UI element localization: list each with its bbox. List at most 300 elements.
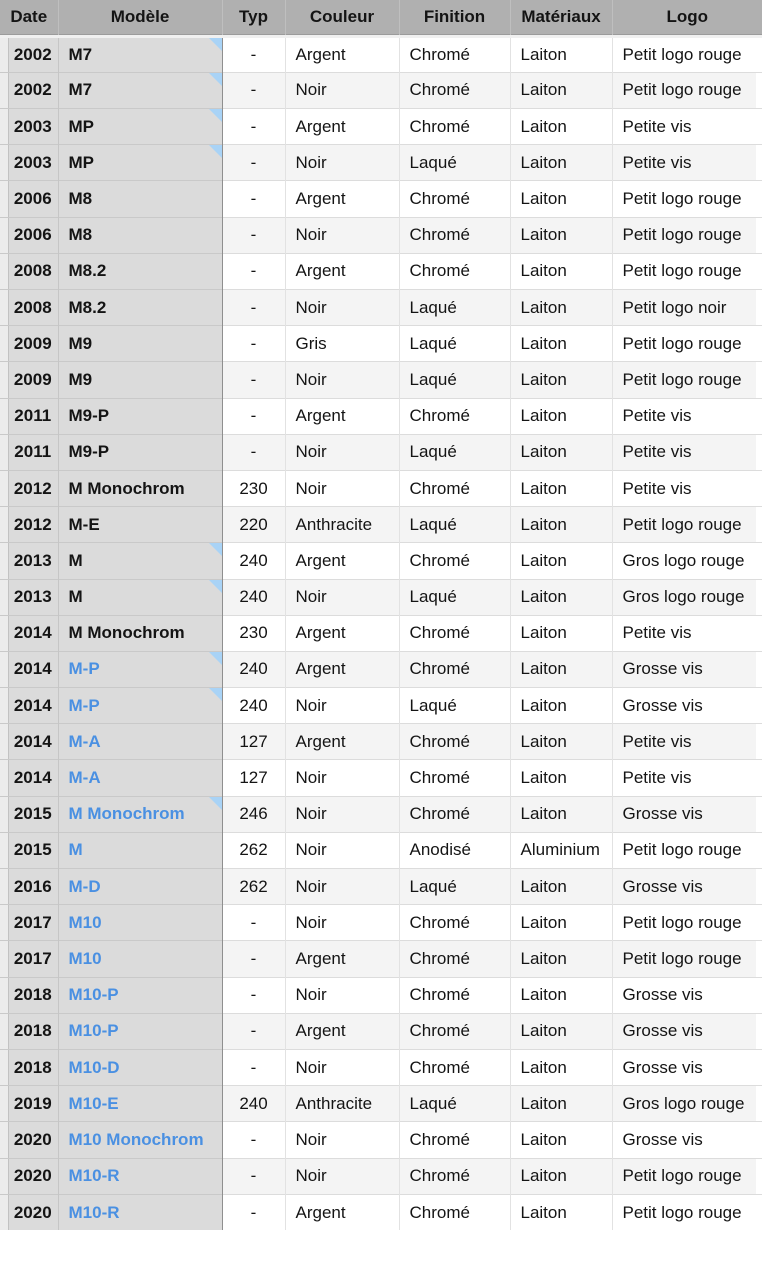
cell-finition: Laqué xyxy=(399,1086,510,1122)
cell-model xyxy=(58,543,222,579)
cell-date: 2015 xyxy=(0,796,58,832)
table-row xyxy=(0,253,762,289)
cell-model xyxy=(58,869,222,905)
cell-date: 2011 xyxy=(0,434,58,470)
column-header-logo: Logo xyxy=(612,0,762,36)
cell-couleur: Noir xyxy=(285,832,399,868)
cell-typ: - xyxy=(222,434,285,470)
table-row xyxy=(0,543,762,579)
cell-couleur: Noir xyxy=(285,470,399,506)
cell-finition: Chromé xyxy=(399,398,510,434)
cell-materiaux: Laiton xyxy=(510,905,612,941)
cell-typ: 127 xyxy=(222,760,285,796)
model-link[interactable]: M10 Monochrom xyxy=(68,1129,204,1149)
cell-typ: - xyxy=(222,1194,285,1230)
cell-logo: Grosse vis xyxy=(612,1049,762,1085)
cell-couleur: Anthracite xyxy=(285,1086,399,1122)
cell-logo: Petit logo rouge xyxy=(612,905,762,941)
cell-typ: - xyxy=(222,181,285,217)
cell-typ: 240 xyxy=(222,651,285,687)
table-row xyxy=(0,1122,762,1158)
cell-model xyxy=(58,362,222,398)
cell-logo: Gros logo rouge xyxy=(612,579,762,615)
cell-couleur: Argent xyxy=(285,543,399,579)
table-row xyxy=(0,398,762,434)
cell-logo: Grosse vis xyxy=(612,651,762,687)
cell-logo: Petite vis xyxy=(612,470,762,506)
table-row xyxy=(0,217,762,253)
cell-couleur: Noir xyxy=(285,1122,399,1158)
table-row xyxy=(0,1013,762,1049)
cell-logo: Petit logo rouge xyxy=(612,832,762,868)
cell-model xyxy=(58,941,222,977)
cell-couleur: Noir xyxy=(285,1049,399,1085)
cell-typ: - xyxy=(222,1122,285,1158)
table-row xyxy=(0,688,762,724)
cell-finition: Chromé xyxy=(399,977,510,1013)
table-row xyxy=(0,36,762,72)
model-link[interactable]: M-D xyxy=(68,876,101,896)
cell-date: 2008 xyxy=(0,253,58,289)
cell-couleur: Noir xyxy=(285,579,399,615)
cell-model xyxy=(58,724,222,760)
model-text: M7 xyxy=(68,80,93,100)
note-corner-icon[interactable] xyxy=(209,688,222,701)
table-row xyxy=(0,760,762,796)
cell-finition: Chromé xyxy=(399,1122,510,1158)
cell-date: 2017 xyxy=(0,941,58,977)
cell-couleur: Noir xyxy=(285,217,399,253)
cell-logo: Petit logo noir xyxy=(612,290,762,326)
table-row xyxy=(0,1086,762,1122)
cell-date: 2014 xyxy=(0,615,58,651)
cell-finition: Chromé xyxy=(399,941,510,977)
model-text: M8.2 xyxy=(68,297,107,317)
cell-date: 2013 xyxy=(0,543,58,579)
column-header-modele: Modèle xyxy=(58,0,222,36)
cell-couleur: Noir xyxy=(285,905,399,941)
cell-finition: Chromé xyxy=(399,253,510,289)
note-corner-icon[interactable] xyxy=(209,73,222,86)
cell-logo: Petit logo rouge xyxy=(612,1158,762,1194)
cell-typ: - xyxy=(222,941,285,977)
cell-model xyxy=(58,1086,222,1122)
cell-logo: Petit logo rouge xyxy=(612,326,762,362)
cell-date: 2003 xyxy=(0,145,58,181)
table-row xyxy=(0,832,762,868)
table-row xyxy=(0,507,762,543)
cell-couleur: Noir xyxy=(285,869,399,905)
cell-date: 2018 xyxy=(0,1013,58,1049)
cell-materiaux: Laiton xyxy=(510,941,612,977)
cell-typ: - xyxy=(222,109,285,145)
cell-model xyxy=(58,253,222,289)
column-header-materiaux: Matériaux xyxy=(510,0,612,36)
table-row xyxy=(0,977,762,1013)
cell-model xyxy=(58,832,222,868)
column-header-finition: Finition xyxy=(399,0,510,36)
model-link[interactable]: M-P xyxy=(68,695,100,715)
cell-logo: Petit logo rouge xyxy=(612,941,762,977)
cell-couleur: Argent xyxy=(285,253,399,289)
cell-finition: Chromé xyxy=(399,543,510,579)
cell-materiaux: Laiton xyxy=(510,36,612,72)
cell-model xyxy=(58,326,222,362)
cell-couleur: Noir xyxy=(285,760,399,796)
cell-materiaux: Laiton xyxy=(510,109,612,145)
model-text: M9 xyxy=(68,333,93,353)
cell-finition: Chromé xyxy=(399,470,510,506)
cell-typ: - xyxy=(222,72,285,108)
cell-materiaux: Laiton xyxy=(510,1086,612,1122)
cell-couleur: Noir xyxy=(285,1158,399,1194)
cell-typ: 230 xyxy=(222,470,285,506)
cell-materiaux: Laiton xyxy=(510,470,612,506)
model-text: M9-P xyxy=(68,406,110,426)
cell-typ: 240 xyxy=(222,1086,285,1122)
cell-finition: Chromé xyxy=(399,796,510,832)
cell-couleur: Noir xyxy=(285,796,399,832)
table-row xyxy=(0,470,762,506)
model-link[interactable]: M-A xyxy=(68,768,101,788)
cell-finition: Chromé xyxy=(399,72,510,108)
model-link[interactable]: M Monochrom xyxy=(68,804,185,824)
cell-materiaux: Laiton xyxy=(510,362,612,398)
model-text: MP xyxy=(68,152,94,172)
cell-materiaux: Laiton xyxy=(510,434,612,470)
header-row xyxy=(0,0,762,36)
cell-date: 2012 xyxy=(0,507,58,543)
cell-model xyxy=(58,796,222,832)
cell-materiaux: Laiton xyxy=(510,1122,612,1158)
cell-typ: 240 xyxy=(222,543,285,579)
model-text: M7 xyxy=(68,44,93,64)
cell-date: 2006 xyxy=(0,217,58,253)
cell-model xyxy=(58,1122,222,1158)
model-link[interactable]: M10-D xyxy=(68,1057,120,1077)
cell-date: 2011 xyxy=(0,398,58,434)
cell-finition: Chromé xyxy=(399,615,510,651)
model-link[interactable]: M xyxy=(68,840,83,860)
cell-date: 2008 xyxy=(0,290,58,326)
model-text: M-E xyxy=(68,514,100,534)
model-text: M xyxy=(68,550,83,570)
cell-logo: Petite vis xyxy=(612,724,762,760)
cell-logo: Petite vis xyxy=(612,615,762,651)
column-header-date: Date xyxy=(0,0,58,36)
cell-model xyxy=(58,398,222,434)
table-row xyxy=(0,145,762,181)
cell-model xyxy=(58,579,222,615)
cell-date: 2019 xyxy=(0,1086,58,1122)
cell-materiaux: Laiton xyxy=(510,217,612,253)
table-row xyxy=(0,905,762,941)
cell-typ: - xyxy=(222,290,285,326)
cell-model xyxy=(58,651,222,687)
cell-couleur: Noir xyxy=(285,290,399,326)
table-row xyxy=(0,109,762,145)
cell-typ: - xyxy=(222,1013,285,1049)
cell-model xyxy=(58,109,222,145)
model-link[interactable]: M-A xyxy=(68,731,101,751)
table-row xyxy=(0,941,762,977)
cell-finition: Chromé xyxy=(399,181,510,217)
note-corner-icon[interactable] xyxy=(209,580,222,593)
table-row xyxy=(0,579,762,615)
table-row xyxy=(0,1049,762,1085)
cell-typ: 240 xyxy=(222,688,285,724)
cell-typ: - xyxy=(222,36,285,72)
model-link[interactable]: M10-P xyxy=(68,1021,119,1041)
table-row xyxy=(0,290,762,326)
cell-model xyxy=(58,977,222,1013)
cell-model xyxy=(58,290,222,326)
cell-couleur: Noir xyxy=(285,977,399,1013)
table-row xyxy=(0,434,762,470)
cell-typ: - xyxy=(222,253,285,289)
cell-finition: Laqué xyxy=(399,290,510,326)
cell-materiaux: Laiton xyxy=(510,326,612,362)
cell-typ: 262 xyxy=(222,832,285,868)
cell-typ: 220 xyxy=(222,507,285,543)
model-link[interactable]: M-P xyxy=(68,659,100,679)
cell-finition: Chromé xyxy=(399,724,510,760)
cell-finition: Laqué xyxy=(399,507,510,543)
model-link[interactable]: M10-P xyxy=(68,985,119,1005)
cell-date: 2017 xyxy=(0,905,58,941)
cell-materiaux: Laiton xyxy=(510,869,612,905)
cell-finition: Laqué xyxy=(399,688,510,724)
cell-finition: Chromé xyxy=(399,651,510,687)
cell-finition: Chromé xyxy=(399,36,510,72)
model-text: M8.2 xyxy=(68,261,107,281)
cell-date: 2014 xyxy=(0,688,58,724)
cell-date: 2014 xyxy=(0,651,58,687)
note-corner-icon[interactable] xyxy=(209,145,222,158)
cell-typ: 246 xyxy=(222,796,285,832)
cell-couleur: Argent xyxy=(285,398,399,434)
cell-finition: Chromé xyxy=(399,217,510,253)
cell-finition: Chromé xyxy=(399,760,510,796)
cell-logo: Gros logo rouge xyxy=(612,1086,762,1122)
cell-model xyxy=(58,760,222,796)
cell-model xyxy=(58,36,222,72)
table-row xyxy=(0,796,762,832)
cell-date: 2006 xyxy=(0,181,58,217)
cell-couleur: Argent xyxy=(285,1194,399,1230)
cell-model xyxy=(58,1158,222,1194)
cell-date: 2018 xyxy=(0,977,58,1013)
cell-couleur: Argent xyxy=(285,941,399,977)
cell-logo: Petite vis xyxy=(612,398,762,434)
cell-typ: 127 xyxy=(222,724,285,760)
cell-couleur: Noir xyxy=(285,434,399,470)
cell-finition: Chromé xyxy=(399,1158,510,1194)
column-header-typ: Typ xyxy=(222,0,285,36)
cell-typ: - xyxy=(222,217,285,253)
cell-finition: Laqué xyxy=(399,434,510,470)
cell-logo: Petit logo rouge xyxy=(612,181,762,217)
cell-materiaux: Laiton xyxy=(510,398,612,434)
cell-materiaux: Laiton xyxy=(510,1194,612,1230)
cell-logo: Petit logo rouge xyxy=(612,217,762,253)
cell-typ: - xyxy=(222,145,285,181)
model-text: MP xyxy=(68,116,94,136)
note-corner-icon[interactable] xyxy=(209,38,222,51)
cell-finition: Chromé xyxy=(399,905,510,941)
cell-logo: Petit logo rouge xyxy=(612,362,762,398)
cell-materiaux: Laiton xyxy=(510,1158,612,1194)
cell-date: 2018 xyxy=(0,1049,58,1085)
model-text: M9-P xyxy=(68,442,110,462)
cell-date: 2020 xyxy=(0,1158,58,1194)
cell-materiaux: Laiton xyxy=(510,72,612,108)
table-row xyxy=(0,1158,762,1194)
cell-couleur: Argent xyxy=(285,724,399,760)
cell-finition: Laqué xyxy=(399,145,510,181)
note-corner-icon[interactable] xyxy=(209,543,222,556)
cell-materiaux: Laiton xyxy=(510,145,612,181)
cell-logo: Grosse vis xyxy=(612,977,762,1013)
cell-typ: 230 xyxy=(222,615,285,651)
cell-date: 2012 xyxy=(0,470,58,506)
table-row xyxy=(0,72,762,108)
cell-couleur: Noir xyxy=(285,362,399,398)
cell-couleur: Gris xyxy=(285,326,399,362)
cell-logo: Gros logo rouge xyxy=(612,543,762,579)
cell-materiaux: Laiton xyxy=(510,253,612,289)
cell-date: 2014 xyxy=(0,724,58,760)
cell-model xyxy=(58,507,222,543)
cell-typ: - xyxy=(222,326,285,362)
cell-typ: - xyxy=(222,1049,285,1085)
cell-logo: Petite vis xyxy=(612,434,762,470)
cell-date: 2002 xyxy=(0,36,58,72)
cell-date: 2009 xyxy=(0,362,58,398)
cell-logo: Grosse vis xyxy=(612,1122,762,1158)
cell-logo: Petit logo rouge xyxy=(612,253,762,289)
cell-logo: Petite vis xyxy=(612,109,762,145)
table-row xyxy=(0,869,762,905)
table-row xyxy=(0,362,762,398)
cell-couleur: Argent xyxy=(285,109,399,145)
cell-logo: Grosse vis xyxy=(612,796,762,832)
cell-typ: 262 xyxy=(222,869,285,905)
cell-typ: 240 xyxy=(222,579,285,615)
cell-typ: - xyxy=(222,398,285,434)
table-row xyxy=(0,326,762,362)
cell-finition: Laqué xyxy=(399,869,510,905)
cell-model xyxy=(58,688,222,724)
cell-date: 2013 xyxy=(0,579,58,615)
cell-logo: Petite vis xyxy=(612,145,762,181)
cell-materiaux: Laiton xyxy=(510,724,612,760)
note-corner-icon[interactable] xyxy=(209,652,222,665)
cell-date: 2020 xyxy=(0,1194,58,1230)
table-row xyxy=(0,651,762,687)
cell-model xyxy=(58,905,222,941)
cell-model xyxy=(58,1194,222,1230)
cell-materiaux: Laiton xyxy=(510,760,612,796)
cell-date: 2003 xyxy=(0,109,58,145)
table-row xyxy=(0,1194,762,1230)
cell-logo: Petite vis xyxy=(612,760,762,796)
note-corner-icon[interactable] xyxy=(209,109,222,122)
cell-typ: - xyxy=(222,1158,285,1194)
cell-finition: Laqué xyxy=(399,579,510,615)
cell-typ: - xyxy=(222,905,285,941)
cell-finition: Chromé xyxy=(399,109,510,145)
cell-model xyxy=(58,145,222,181)
cell-logo: Petit logo rouge xyxy=(612,507,762,543)
cell-materiaux: Laiton xyxy=(510,651,612,687)
cell-typ: - xyxy=(222,362,285,398)
cell-finition: Laqué xyxy=(399,362,510,398)
model-link[interactable]: M10 xyxy=(68,912,102,932)
cell-date: 2015 xyxy=(0,832,58,868)
column-header-couleur: Couleur xyxy=(285,0,399,36)
model-link[interactable]: M10 xyxy=(68,948,102,968)
model-link[interactable]: M10-R xyxy=(68,1166,120,1186)
cell-couleur: Noir xyxy=(285,688,399,724)
cell-model xyxy=(58,72,222,108)
cell-couleur: Anthracite xyxy=(285,507,399,543)
cell-finition: Anodisé xyxy=(399,832,510,868)
model-link[interactable]: M10-R xyxy=(68,1202,120,1222)
cell-couleur: Argent xyxy=(285,1013,399,1049)
cell-materiaux: Laiton xyxy=(510,543,612,579)
cell-logo: Grosse vis xyxy=(612,688,762,724)
note-corner-icon[interactable] xyxy=(209,797,222,810)
cell-materiaux: Laiton xyxy=(510,579,612,615)
cell-couleur: Argent xyxy=(285,181,399,217)
cell-logo: Petit logo rouge xyxy=(612,72,762,108)
cell-materiaux: Laiton xyxy=(510,615,612,651)
cell-materiaux: Laiton xyxy=(510,977,612,1013)
model-text: M8 xyxy=(68,189,93,209)
cell-model xyxy=(58,470,222,506)
cell-logo: Grosse vis xyxy=(612,869,762,905)
cell-finition: Laqué xyxy=(399,326,510,362)
cell-couleur: Noir xyxy=(285,145,399,181)
cell-finition: Chromé xyxy=(399,1194,510,1230)
cell-materiaux: Laiton xyxy=(510,507,612,543)
model-text: M Monochrom xyxy=(68,478,185,498)
cell-materiaux: Laiton xyxy=(510,796,612,832)
cell-materiaux: Laiton xyxy=(510,1013,612,1049)
cell-date: 2020 xyxy=(0,1122,58,1158)
cell-model xyxy=(58,1013,222,1049)
cell-model xyxy=(58,217,222,253)
cell-couleur: Argent xyxy=(285,36,399,72)
cell-materiaux: Aluminium xyxy=(510,832,612,868)
table-row xyxy=(0,181,762,217)
cell-date: 2016 xyxy=(0,869,58,905)
cell-materiaux: Laiton xyxy=(510,181,612,217)
cell-materiaux: Laiton xyxy=(510,290,612,326)
cell-date: 2002 xyxy=(0,72,58,108)
cell-model xyxy=(58,615,222,651)
cell-finition: Chromé xyxy=(399,1013,510,1049)
cell-logo: Grosse vis xyxy=(612,1013,762,1049)
cell-finition: Chromé xyxy=(399,1049,510,1085)
model-text: M9 xyxy=(68,369,93,389)
model-link[interactable]: M10-E xyxy=(68,1093,119,1113)
cell-model xyxy=(58,434,222,470)
model-text: M8 xyxy=(68,225,93,245)
cell-date: 2009 xyxy=(0,326,58,362)
cell-date: 2014 xyxy=(0,760,58,796)
